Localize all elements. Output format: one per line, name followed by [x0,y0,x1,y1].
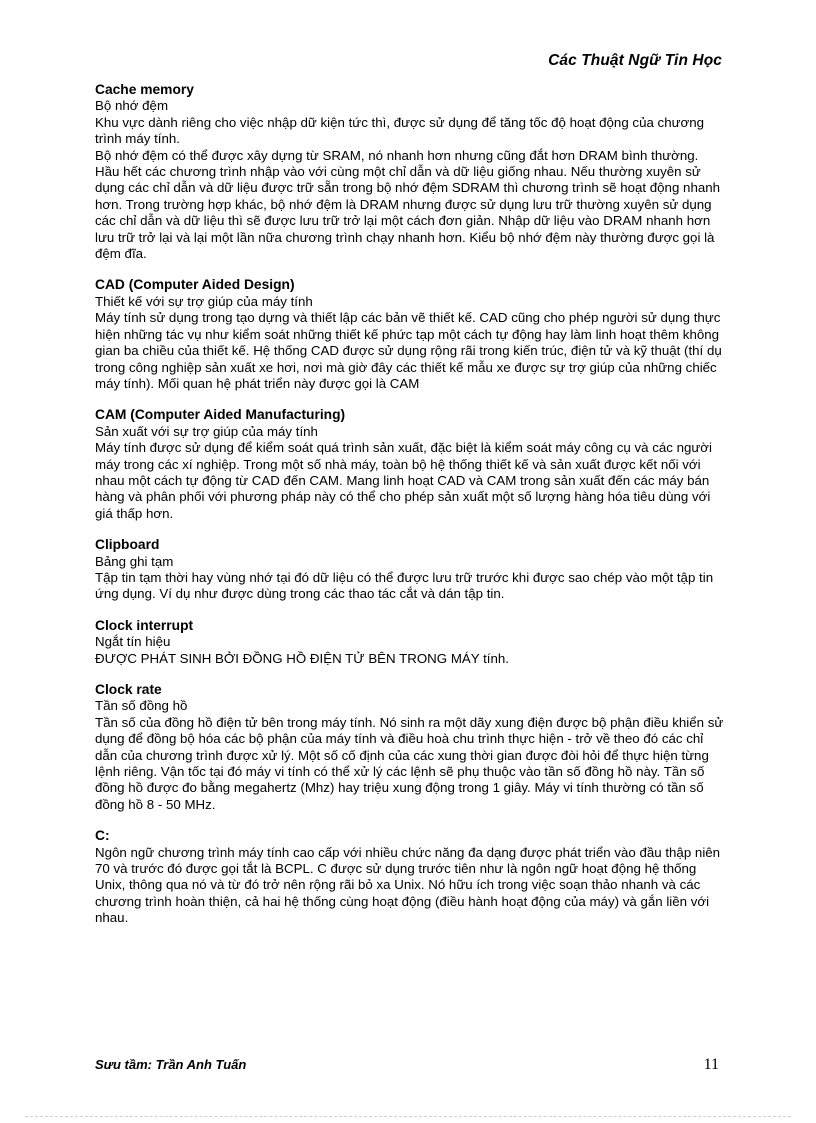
term-translation: Sản xuất với sự trợ giúp của máy tính [95,423,318,439]
term-heading: Clock interrupt [95,617,194,633]
term-heading: CAD (Computer Aided Design) [95,277,295,293]
term-description: Ngôn ngữ chương trình máy tính cao cấp với nhiều chức năng đa dạng được phát triển vào đầu thập niên 70 và trước đó được gọi tắt là BCPL. C được sử dụng trước tiên như là ngôn ngữ hoạt động hệ thống Unix, thông qua nó và từ đó trở nên rộng rãi bỏ xa Unix. Nó hữu ích trong việc soạn thảo nhanh và các chương trình hoàn thiện, cả hai hệ thống cùng hoạt động (điều hành hoạt động của máy) và gắn liền với nhau. [95,844,721,926]
term-heading: CAM (Computer Aided Manufacturing) [95,407,346,423]
term-heading: Clipboard [95,537,160,553]
term-heading: C: [95,828,110,844]
glossary-entry-clipboard [95,537,725,603]
glossary-entry-cam [95,407,725,522]
term-translation: Tần số đồng hồ [95,698,188,714]
term-translation: Ngắt tín hiệu [95,634,171,650]
term-heading: Clock rate [95,682,162,697]
glossary-content [95,82,725,942]
term-description: Máy tính sử dụng trong tạo dựng và thiết lập các bản vẽ thiết kế. CAD cũng cho phép người sử dụng thực hiện những tác vụ như kiểm soát những thiết kế phức tạp một cách tự động hay làm linh hoạt thêm không gian ba chiều của thiết kế. Hệ thống CAD được sử dụng rộng rãi trong kiến trúc, điện tử và kỹ thuật (thí dụ trong công nghiệp sản xuất xe hơi, nơi mà giờ đây các thiết kế mẫu xe được sự trợ giúp của những chiếc máy tính). Mối quan hệ phát triển này được gọi là CAM [95,310,722,391]
term-translation: Bảng ghi tạm [95,553,174,569]
term-translation: Thiết kế với sự trợ giúp của máy tính [95,293,313,309]
glossary-entry-c [95,828,725,926]
page-header-title: Các Thuật Ngữ Tin Học [548,52,722,69]
glossary-entry-cad [95,277,725,392]
glossary-entry-clock-rate [95,682,725,813]
term-description: Tập tin tạm thời hay vùng nhớ tại đó dữ liệu có thể được lưu trữ trước khi được sao chép vào một tập tin ứng dụng. Ví dụ như được dùng trong các thao tác cắt và dán tập tin. [95,569,714,602]
term-description: Máy tính được sử dụng để kiểm soát quá trình sản xuất, đặc biệt là kiểm soát máy công cụ và các người máy trong các xí nghiệp. Trong một số nhà máy, toàn bộ hệ thống thiết kế và sản xuất được kết nối với nhau một cách tự động từ CAD đến CAM. Mang linh hoạt CAD và CAM trong sản xuất đến các máy bán hàng và phân phối với phương pháp này có thể cho phép sản xuất một số lượng hàng hóa tiêu dùng với giá thấp hơn. [95,440,712,521]
term-translation: Bộ nhớ đệm [95,98,169,114]
glossary-entry-clock-interrupt [95,618,725,667]
term-heading: Cache memory [95,82,194,97]
page-divider [25,1116,791,1117]
footer-author: Sưu tầm: Trần Anh Tuấn [95,1057,247,1072]
term-description: Khu vực dành riêng cho việc nhập dữ kiện tức thì, được sử dụng để tăng tốc độ hoạt động của chương trình máy tính. [95,114,705,147]
term-description: Bộ nhớ đệm có thể được xây dựng từ SRAM, nó nhanh hơn nhưng cũng đắt hơn DRAM bình thường. Hầu hết các chương trình nhập vào với cùng một chỉ dẫn và dữ liệu giống nhau. Nếu thường xuyên sử dụng các chỉ dẫn và dữ liệu được trữ sẵn trong bộ nhớ đệm SDRAM thì chương trình sẽ hoạt động nhanh hơn. Trong trường hợp khác, bộ nhớ đệm là DRAM nhưng được sử dụng lưu trữ thường xuyên sử dụng các chỉ dẫn và dữ liệu thì sẽ được lưu trữ trở lại một cách đơn giản. Nhập dữ liệu vào DRAM nhanh hơn lưu trữ trở lại và lại một lần nữa chương trình chạy nhanh hơn. Kiểu bộ nhớ đệm này thường được gọi là đệm đĩa. [95,147,721,262]
term-description: Tần số của đồng hồ điện tử bên trong máy tính. Nó sinh ra một dãy xung điện được bộ phận điều khiển sử dụng để đồng bộ hóa các bộ phận của máy tính và điều hoà chu trình thực hiện - trở về theo đó các chỉ dẫn của chương trình được xử lý. Một số cố định của các xung thời gian được đòi hỏi để thực hiện từng lệnh riêng. Vận tốc tại đó máy vi tính có thể xử lý các lệnh sẽ phụ thuộc vào tần số đồng hồ này. Tần số đồng hồ được đo bằng megahertz (Mhz) hay triệu xung động trong 1 giây. Máy vi tính thường có tần số đồng hồ 8 - 50 MHz. [95,714,724,812]
glossary-entry-cache-memory [95,82,725,262]
term-description: ĐƯỢC PHÁT SINH BỞI ĐỒNG HỒ ĐIỆN TỬ BÊN TRONG MÁY tính. [95,650,509,666]
page-number: 11 [703,1056,719,1073]
